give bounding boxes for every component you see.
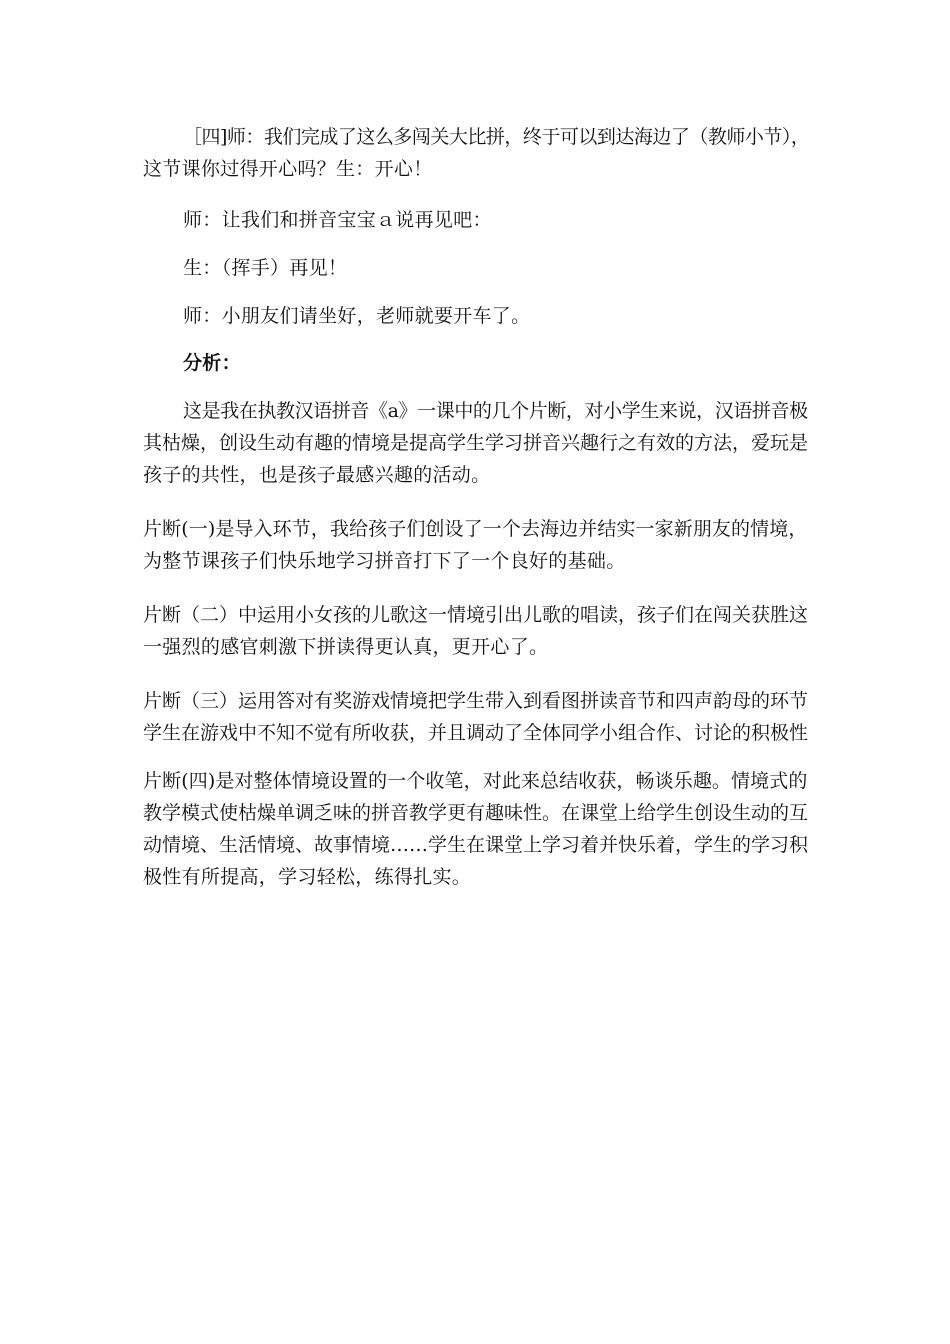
analysis-paragraph-fragment-1 [143,513,809,577]
text-line: 教学模式使枯燥单调乏味的拼音教学更有趣味性。在课堂上给学生创设生动的互 [143,802,809,824]
text-line: 师：让我们和拼音宝宝ａ说再见吧： [183,209,492,231]
text-line: 片断（三）运用答对有奖游戏情境把学生带入到看图拼读音节和四声韵母的环节 [143,690,809,712]
analysis-paragraph-fragment-2 [143,599,809,663]
text-line: 片断（二）中运用小女孩的儿歌这一情境引出儿歌的唱读，孩子们在闯关获胜这 [143,604,809,626]
dialogue-paragraph-teacher-goodbye [143,204,809,236]
text-line: 这是我在执教汉语拼音《a》一课中的几个片断，对小学生来说，汉语拼音极 [183,400,808,422]
text-line: 一强烈的感官刺激下拼读得更认真，更开心了。 [143,636,549,658]
analysis-paragraph-intro [143,395,809,491]
text-line: 生：（挥手）再见！ [183,257,348,279]
text-line: 极性有所提高，学习轻松，练得扎实。 [143,866,472,888]
section-heading-analysis [143,347,809,379]
text-line: 片断(一)是导入环节，我给孩子们创设了一个去海边并结实一家新朋友的情境， [143,518,808,540]
text-line: 为整节课孩子们快乐地学习拼音打下了一个良好的基础。 [143,550,626,572]
text-line: 片断(四)是对整体情境设置的一个收笔，对此来总结收获，畅谈乐趣。情境式的 [143,770,808,792]
dialogue-paragraph-student-goodbye [143,252,809,284]
text-line: ［四]师：我们完成了这么多闯关大比拼，终于可以到达海边了（教师小节）， [183,126,810,148]
text-line: 学生在游戏中不知不觉有所收获，并且调动了全体同学小组合作、讨论的积极性 [143,722,809,744]
text-line: 这节课你过得开心吗？生：开心！ [143,158,433,180]
text-line: 其枯燥，创设生动有趣的情境是提高学生学习拼音兴趣行之有效的方法，爱玩是 [143,432,809,454]
text-line: 动情境、生活情境、故事情境……学生在课堂上学习着并快乐着，学生的学习积 [143,834,809,856]
text-line: 师：小朋友们请坐好，老师就要开车了。 [183,305,531,327]
dialogue-paragraph-teacher-drive [143,300,809,332]
dialogue-paragraph-teacher-summary [143,121,809,185]
heading-text: 分析： [183,352,241,374]
analysis-paragraph-fragment-4 [143,765,809,893]
text-line: 孩子的共性，也是孩子最感兴趣的活动。 [143,464,491,486]
analysis-paragraph-fragment-3 [143,685,809,749]
